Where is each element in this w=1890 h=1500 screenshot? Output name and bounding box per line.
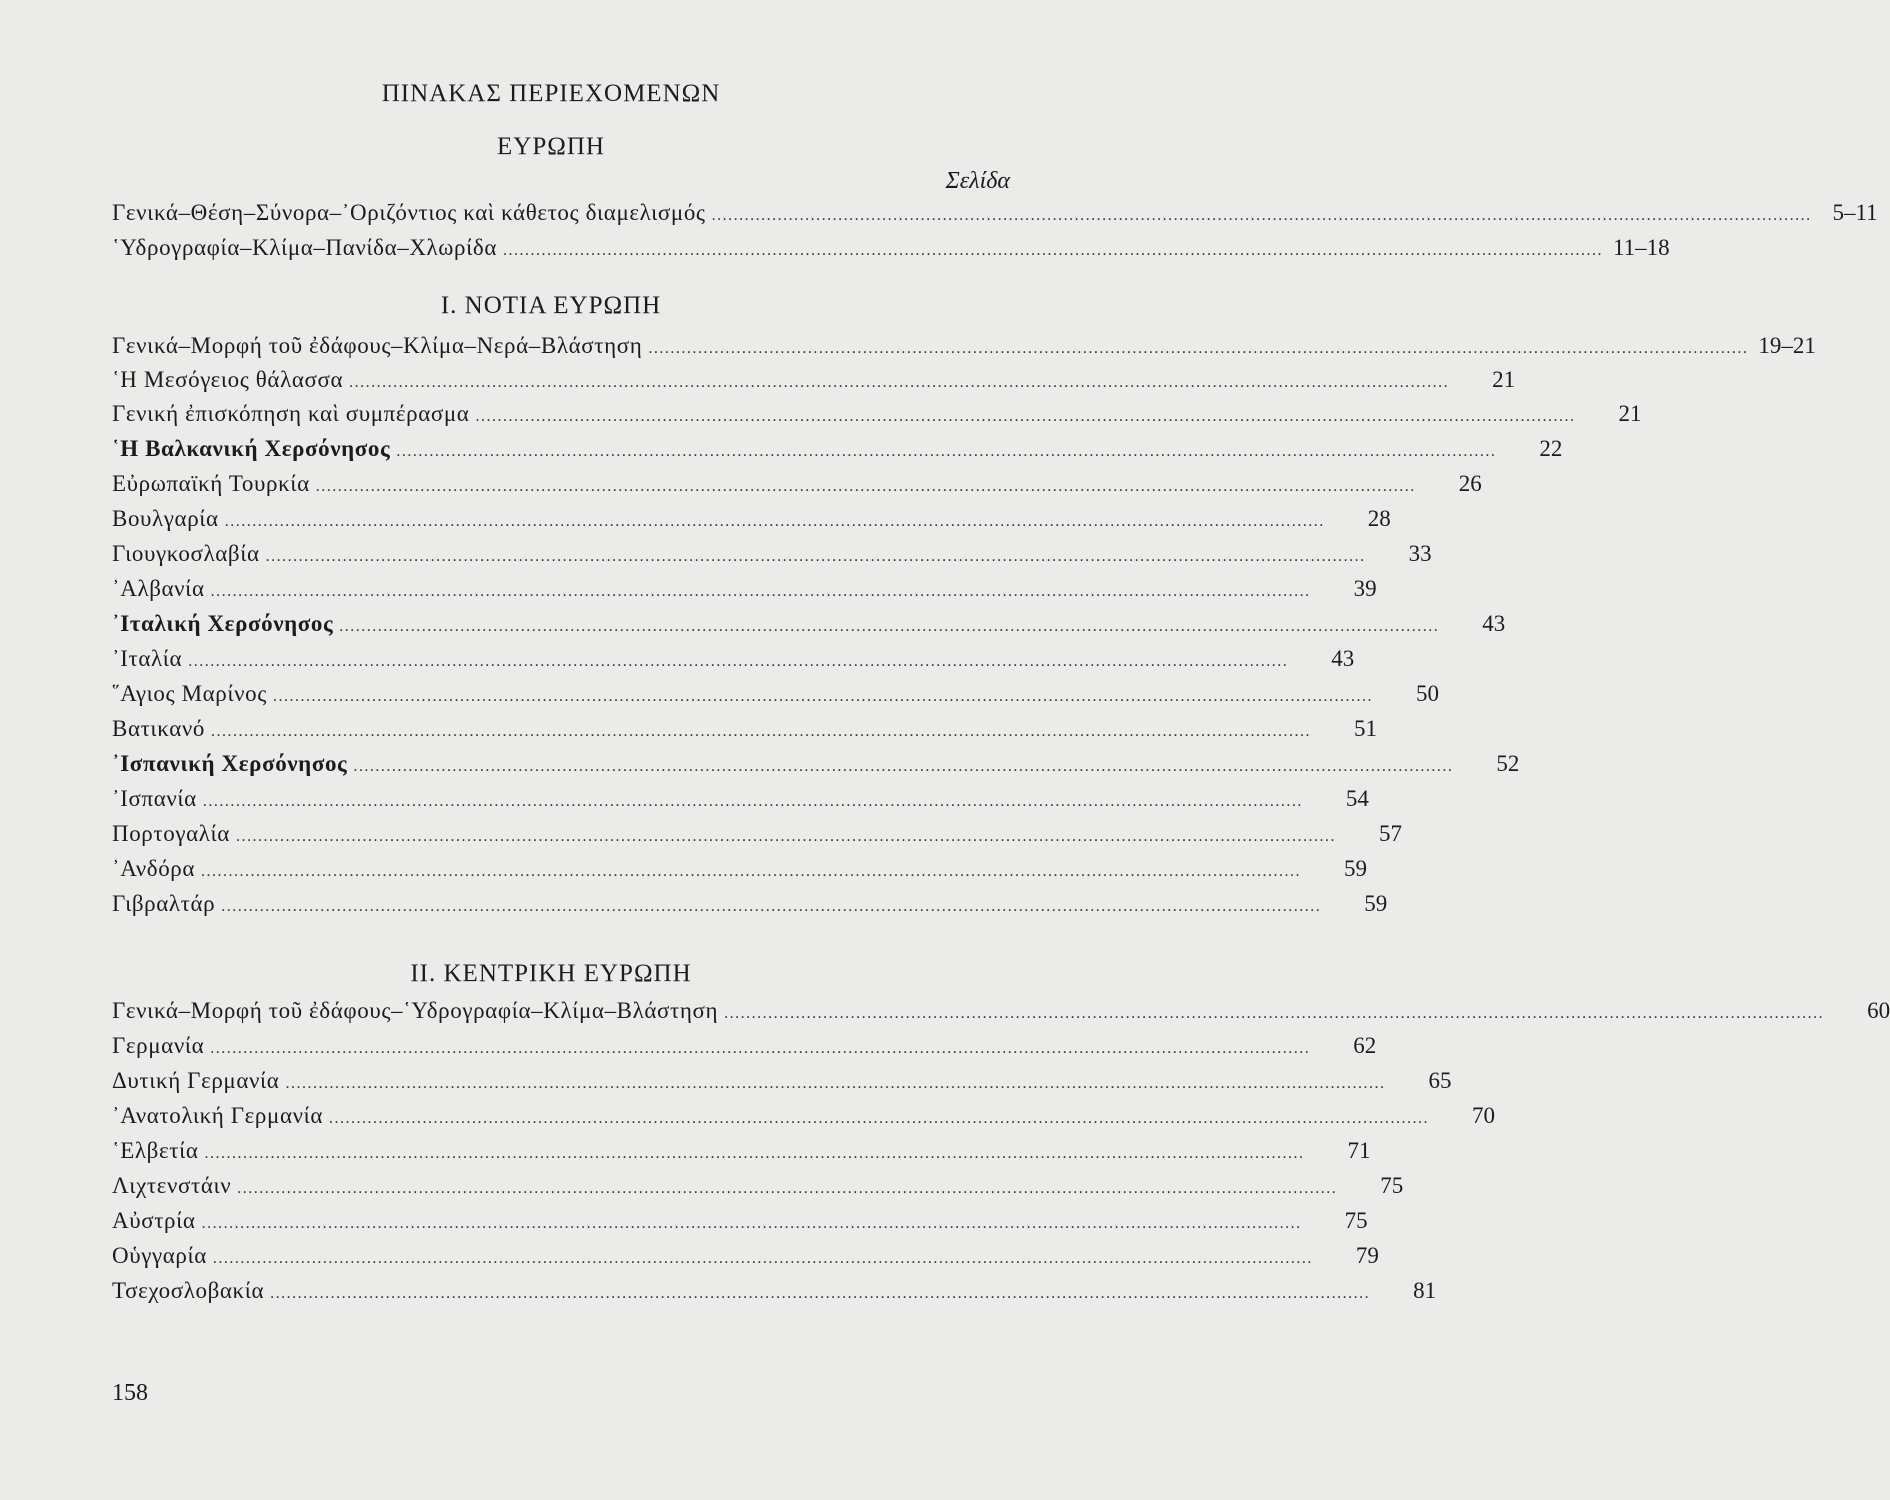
toc-entry[interactable] (112, 1103, 1496, 1135)
section-heading-central-europe: ΙΙ. ΚΕΝΤΡΙΚΗ ΕΥΡΩΠΗ (410, 960, 692, 987)
toc-entry[interactable] (112, 821, 1402, 853)
toc-entry-label: ᾿Ανδόρα (112, 856, 196, 881)
toc-entry-label: ᾿Ανατολική Γερμανία (112, 1103, 324, 1128)
toc-entry-label: Εὐρωπαϊκή Τουρκία (112, 471, 310, 496)
dot-leader: ........................................................................................................................................................................................................ (724, 1005, 1825, 1022)
dot-leader: ........................................................................................................................................................................................................ (349, 374, 1450, 391)
toc-entry-page: 26 (1458, 471, 1482, 496)
dot-leader: ........................................................................................................................................................................................................ (285, 1075, 1386, 1092)
dot-leader: ........................................................................................................................................................................................................ (339, 618, 1440, 635)
toc-entry[interactable] (112, 436, 1563, 468)
dot-leader: ........................................................................................................................................................................................................ (204, 1145, 1305, 1162)
toc-entry-label: Δυτική Γερμανία (112, 1068, 280, 1093)
toc-entry-label: ᾿Ισπανική Χερσόνησος (112, 751, 348, 776)
toc-entry[interactable] (112, 998, 1890, 1030)
toc-entry-page: 75 (1344, 1208, 1368, 1233)
toc-entry-label: ᾿Ιταλία (112, 646, 183, 671)
toc-entry-page: 70 (1472, 1103, 1496, 1128)
toc-entry-label: Γερμανία (112, 1033, 205, 1058)
dot-leader: ........................................................................................................................................................................................................ (212, 1250, 1313, 1267)
toc-entry-label: Γιουγκοσλαβία (112, 541, 260, 566)
toc-entry-page: 51 (1353, 716, 1377, 741)
toc-entry[interactable] (112, 1173, 1404, 1205)
toc-entry-page: 33 (1408, 541, 1432, 566)
toc-entry-label: ῾Ελβετία (112, 1138, 199, 1163)
toc-entry-page: 22 (1539, 436, 1563, 461)
dot-leader: ........................................................................................................................................................................................................ (237, 1180, 1338, 1197)
toc-entry-label: Βουλγαρία (112, 506, 219, 531)
dot-leader: ........................................................................................................................................................................................................ (201, 1215, 1302, 1232)
toc-entry-label: ῾Η Βαλκανική Χερσόνησος (112, 436, 391, 461)
dot-leader: ........................................................................................................................................................................................................ (353, 758, 1454, 775)
dot-leader: ........................................................................................................................................................................................................ (270, 1285, 1371, 1302)
toc-entry-label: Γιβραλτάρ (112, 891, 216, 916)
toc-entry-label: Πορτογαλία (112, 821, 230, 846)
toc-entry[interactable] (112, 716, 1377, 748)
toc-entry[interactable] (112, 856, 1368, 888)
toc-entry-page: 81 (1413, 1278, 1437, 1303)
dot-leader: ........................................................................................................................................................................................................ (235, 828, 1336, 845)
toc-entry-label: ῞Αγιος Μαρίνος (112, 681, 267, 706)
toc-entry-page: 43 (1331, 646, 1355, 671)
toc-entry-page: 65 (1428, 1068, 1452, 1093)
toc-entry-page: 19–21 (1758, 333, 1816, 358)
toc-entry-label: Οὑγγαρία (112, 1243, 207, 1268)
toc-entry-label: Γενική ἐπισκόπηση καὶ συμπέρασμα (112, 401, 470, 426)
toc-entry-page: 21 (1618, 401, 1642, 426)
toc-entry[interactable] (112, 611, 1506, 643)
toc-entry-page: 28 (1367, 506, 1391, 531)
toc-entry[interactable] (112, 1033, 1377, 1065)
contents-title: ΠΙΝΑΚΑΣ ΠΕΡΙΕΧΟΜΕΝΩΝ (381, 80, 721, 107)
toc-entry-hydrography[interactable] (112, 235, 1670, 267)
toc-entry[interactable] (112, 367, 1516, 399)
dot-leader: ........................................................................................................................................................................................................ (210, 583, 1311, 600)
toc-entry-label: ῾Η Μεσόγειος θάλασσα (112, 367, 344, 392)
dot-leader: ........................................................................................................................................................................................................ (265, 548, 1366, 565)
toc-entry-page: 75 (1380, 1173, 1404, 1198)
toc-entry-label: Αὐστρία (112, 1208, 196, 1233)
toc-entry-label: Λιχτενστάιν (112, 1173, 232, 1198)
dot-leader: ........................................................................................................................................................................................................ (188, 653, 1289, 670)
toc-entry-page: 54 (1345, 786, 1369, 811)
toc-entry[interactable] (112, 891, 1388, 923)
dot-leader: ........................................................................................................................................................................................................ (210, 723, 1311, 740)
section-heading-south-europe: Ι. ΝΟΤΙΑ ΕΥΡΩΠΗ (440, 292, 662, 319)
dot-leader: ........................................................................................................................................................................................................ (201, 863, 1302, 880)
toc-entry-page: 62 (1353, 1033, 1377, 1058)
dot-leader: ........................................................................................................................................................................................................ (329, 1110, 1430, 1127)
toc-entry[interactable] (112, 541, 1432, 573)
dot-leader: ........................................................................................................................................................................................................ (711, 207, 1812, 224)
toc-entry[interactable] (112, 471, 1482, 503)
toc-entry-page: 5–11 (1832, 200, 1878, 225)
toc-entry-page: 59 (1344, 856, 1368, 881)
toc-entry[interactable] (112, 786, 1369, 818)
dot-leader: ........................................................................................................................................................................................................ (475, 408, 1576, 425)
toc-entry-page: 60 (1867, 998, 1890, 1023)
toc-entry[interactable] (112, 1138, 1371, 1170)
toc-entry[interactable] (112, 681, 1439, 713)
toc-entry-label: Τσεχοσλοβακία (112, 1278, 265, 1303)
toc-entry[interactable] (112, 1243, 1379, 1275)
toc-entry[interactable] (112, 1208, 1368, 1240)
toc-entry[interactable] (112, 333, 1816, 365)
page-number: 158 (112, 1380, 148, 1406)
toc-entry-page: 57 (1378, 821, 1402, 846)
toc-entry-page: 11–18 (1613, 235, 1670, 260)
toc-entry-label: Γενικά–Μορφή τοῦ ἐδάφους–Κλίμα–Νερά–Βλάστηση (112, 333, 643, 358)
toc-entry-label: Βατικανό (112, 716, 205, 741)
toc-entry[interactable] (112, 1278, 1437, 1310)
dot-leader: ........................................................................................................................................................................................................ (315, 478, 1416, 495)
page-column-label: Σελίδα (945, 168, 1010, 194)
toc-entry-page: 39 (1353, 576, 1377, 601)
dot-leader: ........................................................................................................................................................................................................ (272, 688, 1373, 705)
toc-entry-label: Γενικά–Μορφή τοῦ ἐδάφους–῾Υδρογραφία–Κλίμα–Βλάστηση (112, 998, 719, 1023)
dot-leader: ........................................................................................................................................................................................................ (503, 242, 1603, 259)
dot-leader: ........................................................................................................................................................................................................ (202, 793, 1303, 810)
dot-leader: ........................................................................................................................................................................................................ (210, 1040, 1311, 1057)
toc-entry[interactable] (112, 751, 1520, 783)
toc-entry-label: ῾Υδρογραφία–Κλίμα–Πανίδα–Χλωρίδα (112, 235, 497, 260)
toc-entry[interactable] (112, 1068, 1452, 1100)
toc-entry-page: 50 (1415, 681, 1439, 706)
toc-entry-page: 43 (1482, 611, 1506, 636)
toc-entry[interactable] (112, 506, 1391, 538)
toc-entry-page: 52 (1496, 751, 1520, 776)
toc-entry-page: 71 (1347, 1138, 1371, 1163)
toc-entry-label: ᾿Ιταλική Χερσόνησος (112, 611, 334, 636)
dot-leader: ........................................................................................................................................................................................................ (648, 340, 1749, 357)
toc-entry-general[interactable] (112, 200, 1878, 232)
toc-entry-page: 59 (1364, 891, 1388, 916)
toc-entry-label: Γενικά–Θέση–Σύνορα–᾿Οριζόντιος καὶ κάθετος διαμελισμός (112, 200, 706, 225)
toc-entry-page: 21 (1492, 367, 1516, 392)
toc-entry-label: ᾿Ισπανία (112, 786, 197, 811)
toc-entry[interactable] (112, 576, 1377, 608)
region-title: ΕΥΡΩΠΗ (497, 133, 605, 160)
dot-leader: ........................................................................................................................................................................................................ (221, 898, 1322, 915)
toc-entry-label: ᾿Αλβανία (112, 576, 205, 601)
dot-leader: ........................................................................................................................................................................................................ (224, 513, 1325, 530)
toc-entry[interactable] (112, 646, 1355, 678)
dot-leader: ........................................................................................................................................................................................................ (396, 443, 1497, 460)
toc-entry-page: 79 (1355, 1243, 1379, 1268)
toc-entry[interactable] (112, 401, 1642, 433)
